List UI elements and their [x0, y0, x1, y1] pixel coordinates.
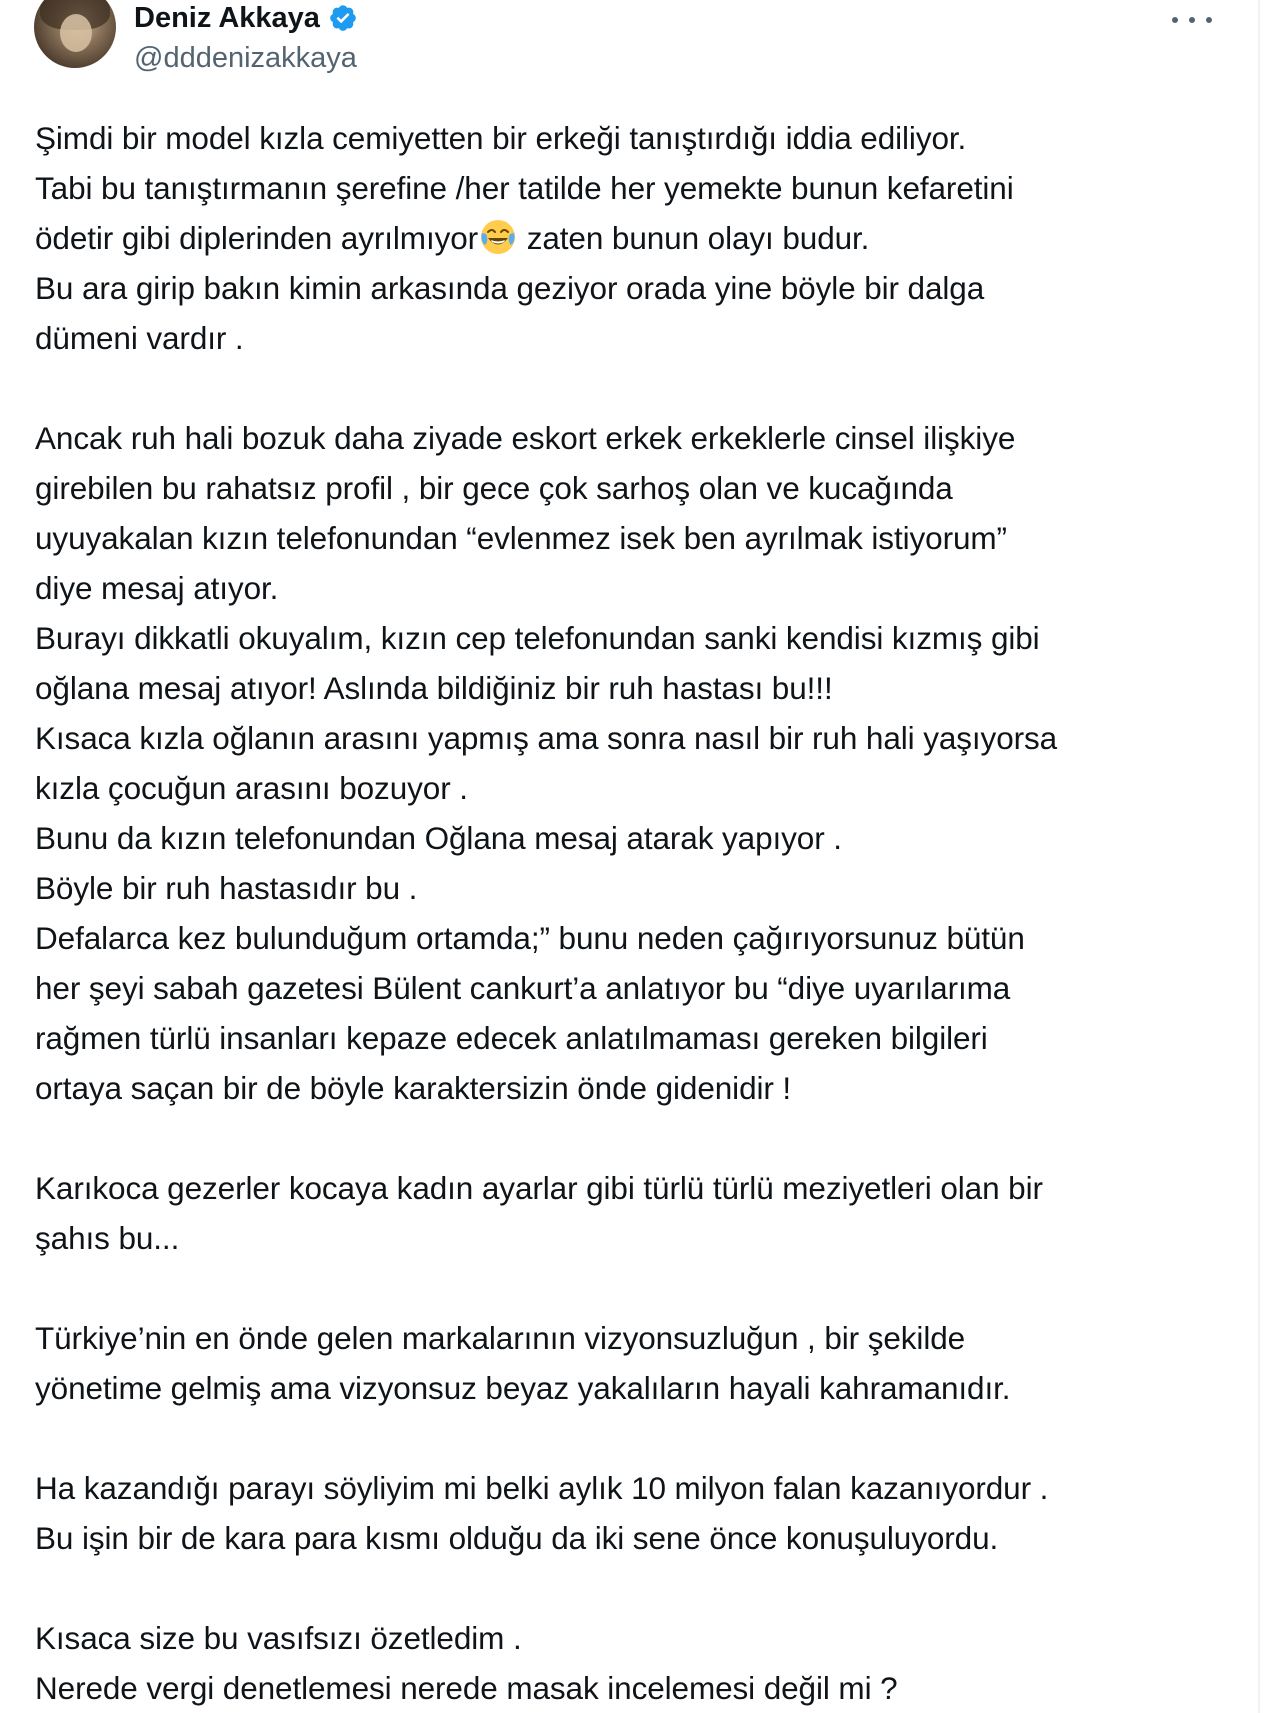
tweet-line: kızla çocuğun arasını bozuyor .: [35, 770, 468, 806]
tweet-line: Ha kazandığı parayı söyliyim mi belki aylık 10 milyon falan kazanıyordur .: [35, 1470, 1049, 1506]
more-options-icon[interactable]: [1172, 8, 1212, 32]
tweet-line: Şimdi bir model kızla cemiyetten bir erkeği tanıştırdığı iddia ediliyor.: [35, 120, 967, 156]
tweet-line: rağmen türlü insanları kepaze edecek anlatılmaması gereken bilgileri: [35, 1020, 988, 1056]
tweet-line: ortaya saçan bir de böyle karaktersizin önde gidenidir !: [35, 1070, 792, 1106]
tweet-line: Türkiye’nin en önde gelen markalarının vizyonsuzluğun , bir şekilde: [35, 1320, 966, 1356]
tweet-line: Bu işin bir de kara para kısmı olduğu da iki sene önce konuşuluyordu.: [35, 1520, 999, 1556]
paragraph-gap: [35, 1413, 1250, 1463]
tweet-line: Bunu da kızın telefonundan Oğlana mesaj atarak yapıyor .: [35, 820, 842, 856]
author-display-name[interactable]: Deniz Akkaya: [134, 2, 320, 34]
tweet-line: her şeyi sabah gazetesi Bülent cankurt’a anlatıyor bu “diye uyarılarıma: [35, 970, 1011, 1006]
tweet-line: Defalarca kez bulunduğum ortamda;” bunu neden çağırıyorsunuz bütün: [35, 920, 1025, 956]
tweet-line: [35, 213, 1250, 263]
tweet-line: oğlana mesaj atıyor! Aslında bildiğiniz bir ruh hastası bu!!!: [35, 670, 833, 706]
tweet-line: diye mesaj atıyor.: [35, 570, 279, 606]
more-dot: [1172, 17, 1178, 23]
avatar[interactable]: [34, 0, 116, 68]
tweet-line: dümeni vardır .: [35, 320, 244, 356]
divider: [1258, 0, 1260, 1713]
paragraph-gap: [35, 1563, 1250, 1613]
tweet-line: girebilen bu rahatsız profil , bir gece çok sarhoş olan ve kucağında: [35, 470, 953, 506]
verified-badge-icon: [328, 3, 358, 33]
tweet-line: şahıs bu...: [35, 1220, 180, 1256]
tweet-line-part: ödetir gibi diplerinden ayrılmıyor: [35, 220, 479, 256]
author-name-row[interactable]: [134, 0, 358, 36]
more-dot: [1189, 17, 1195, 23]
tweet-line: Tabi bu tanıştırmanın şerefine /her tatilde her yemekte bunun kefaretini: [35, 170, 1014, 206]
tweet-line: uyuyakalan kızın telefonundan “evlenmez isek ben ayrılmak istiyorum”: [35, 520, 1007, 556]
tweet-line: Nerede vergi denetlemesi nerede masak incelemesi değil mi ?: [35, 1670, 898, 1706]
tweet-text: [35, 113, 1250, 1713]
tweet-line: Bu ara girip bakın kimin arkasında geziyor orada yine böyle bir dalga: [35, 270, 985, 306]
tweet-line: Kısaca size bu vasıfsızı özetledim .: [35, 1620, 522, 1656]
tweet-line-part: zaten bunun olayı budur.: [518, 220, 870, 256]
avatar-face: [60, 14, 92, 52]
paragraph-gap: [35, 363, 1250, 413]
paragraph-gap: [35, 1113, 1250, 1163]
author-handle[interactable]: @dddenizakkaya: [134, 42, 357, 74]
face-with-tears-of-joy-emoji: [480, 219, 516, 255]
tweet-line: Kısaca kızla oğlanın arasını yapmış ama sonra nasıl bir ruh hali yaşıyorsa: [35, 720, 1058, 756]
tweet-line: Burayı dikkatli okuyalım, kızın cep telefonundan sanki kendisi kızmış gibi: [35, 620, 1040, 656]
tweet-line: Böyle bir ruh hastasıdır bu .: [35, 870, 418, 906]
more-dot: [1206, 17, 1212, 23]
tweet-line: Karıkoca gezerler kocaya kadın ayarlar gibi türlü türlü meziyetleri olan bir: [35, 1170, 1043, 1206]
paragraph-gap: [35, 1263, 1250, 1313]
tweet-line: Ancak ruh hali bozuk daha ziyade eskort erkek erkeklerle cinsel ilişkiye: [35, 420, 1016, 456]
tweet-line: yönetime gelmiş ama vizyonsuz beyaz yakalıların hayali kahramanıdır.: [35, 1370, 1011, 1406]
